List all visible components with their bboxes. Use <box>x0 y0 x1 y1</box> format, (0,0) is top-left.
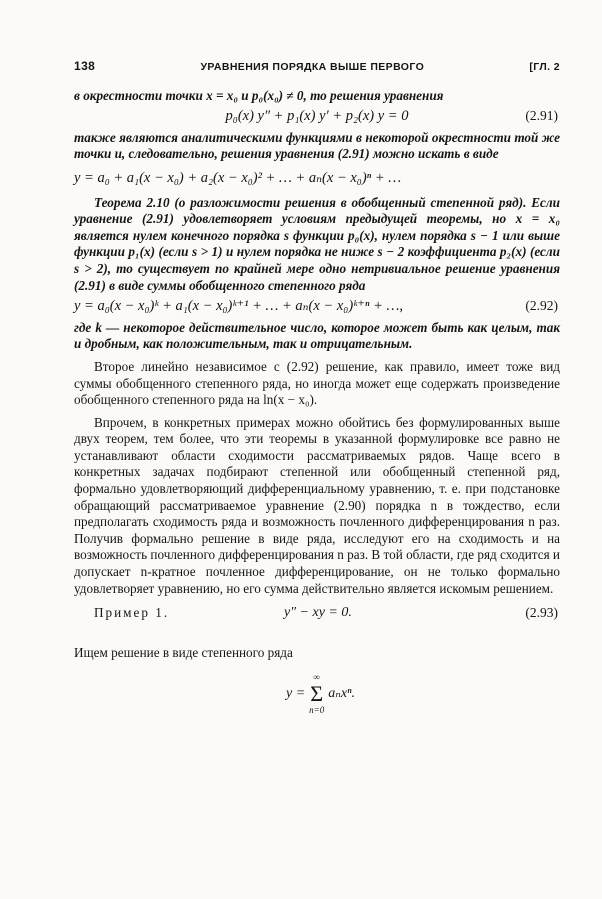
equation-2-91 <box>74 108 560 125</box>
equation-formula: y = a₀(x − x₀)ᵏ + a₁(x − x₀)ᵏ⁺¹ + … + aₙ(x − x₀)ᵏ⁺ⁿ + …, <box>74 298 403 315</box>
book-page <box>74 58 560 716</box>
chapter-marker: [ГЛ. 2 <box>529 61 560 73</box>
series-equation: y = a₀ + a₁(x − x₀) + a₂(x − x₀)² + … + aₙ(x − x₀)ⁿ + … <box>74 169 402 186</box>
sum-sign: Σ <box>310 680 324 706</box>
sum-upper-limit: ∞ <box>313 671 320 682</box>
equation-number: (2.91) <box>525 108 558 124</box>
paragraph-intro: в окрестности точки x = x₀ и p₀(x₀) ≠ 0, то решения уравнения <box>74 87 444 103</box>
theorem-2-10: Теорема 2.10 (о разложимости решения в обобщенный степенной ряд). Если уравнение (2.91) удовлетворяет условиям предыдущей теоремы, но x = x₀ является нулем конечного порядка s функции p₀(x), нулем порядка s − 1 или выше функции p₁(x) (если s > 1) и нулем порядка не ниже s − 2 коэффициента p₂(x) (если s > 2), то существует по крайней мере одно нетривиальное решение уравнения (2.91) в виде суммы обобщенного степенного ряда <box>74 194 560 293</box>
paragraph-seek-solution: Ищем решение в виде степенного ряда <box>74 645 293 661</box>
power-series-sum <box>286 672 560 716</box>
equation-formula: p₀(x) y″ + p₁(x) y′ + p₂(x) y = 0 <box>225 108 409 125</box>
running-header <box>74 58 560 76</box>
example-label: Пример 1. <box>94 605 170 621</box>
equation-number: (2.93) <box>525 605 558 621</box>
paragraph-practical: Впрочем, в конкретных примерах можно обойтись без формулированных выше двух теорем, тем более, что эти теоремы в указанной формулировке все равно не устанавливают области сходимости рассматриваемых рядов. Чаще всего в конкретных задачах подбирают степенной или обобщенный степенной ряд, формально удовлетворяющий дифференциальному уравнению, т. е. при подстановке обращающий рассматриваемое уравнение (2.90) порядка n в тождество, если предполагать сходимость ряда и возможность почленного дифференцирования n раз. Получив формально решение в виде ряда, исследуют его на сходимость и на возможность почленного дифференцирования n раз. В той области, где ряд сходится и допускает n-кратное почленное дифференцирование, он не только формально удовлетворяет уравнению, но его сумма действительно является искомым решением. <box>74 414 560 596</box>
example-1 <box>74 605 560 623</box>
sum-lhs: y = <box>286 685 306 701</box>
running-title: УРАВНЕНИЯ ПОРЯДКА ВЫШЕ ПЕРВОГО <box>200 61 425 73</box>
sum-term: aₙxⁿ. <box>328 685 356 701</box>
equation-2-92 <box>74 298 560 315</box>
example-equation: y″ − xy = 0. <box>284 605 352 621</box>
paragraph-second-solution: Второе линейно независимое с (2.92) решение, как правило, имеет тоже вид суммы обобщенного степенного ряда, но иногда может еще содержать произведение обобщенного степенного ряда на ln(x − x₀). <box>74 358 560 408</box>
equation-number: (2.92) <box>525 298 558 314</box>
sigma-symbol <box>309 672 324 716</box>
page-number: 138 <box>74 59 96 73</box>
sum-lower-limit: n=0 <box>309 704 325 715</box>
theorem-tail: где k — некоторое действительное число, которое может быть как целым, так и дробным, как положительным, так и отрицательным. <box>74 319 560 352</box>
paragraph-analytic: также являются аналитическими функциями в некоторой окрестности той же точки и, следовательно, решения уравнения (2.91) можно искать в виде <box>74 129 560 162</box>
